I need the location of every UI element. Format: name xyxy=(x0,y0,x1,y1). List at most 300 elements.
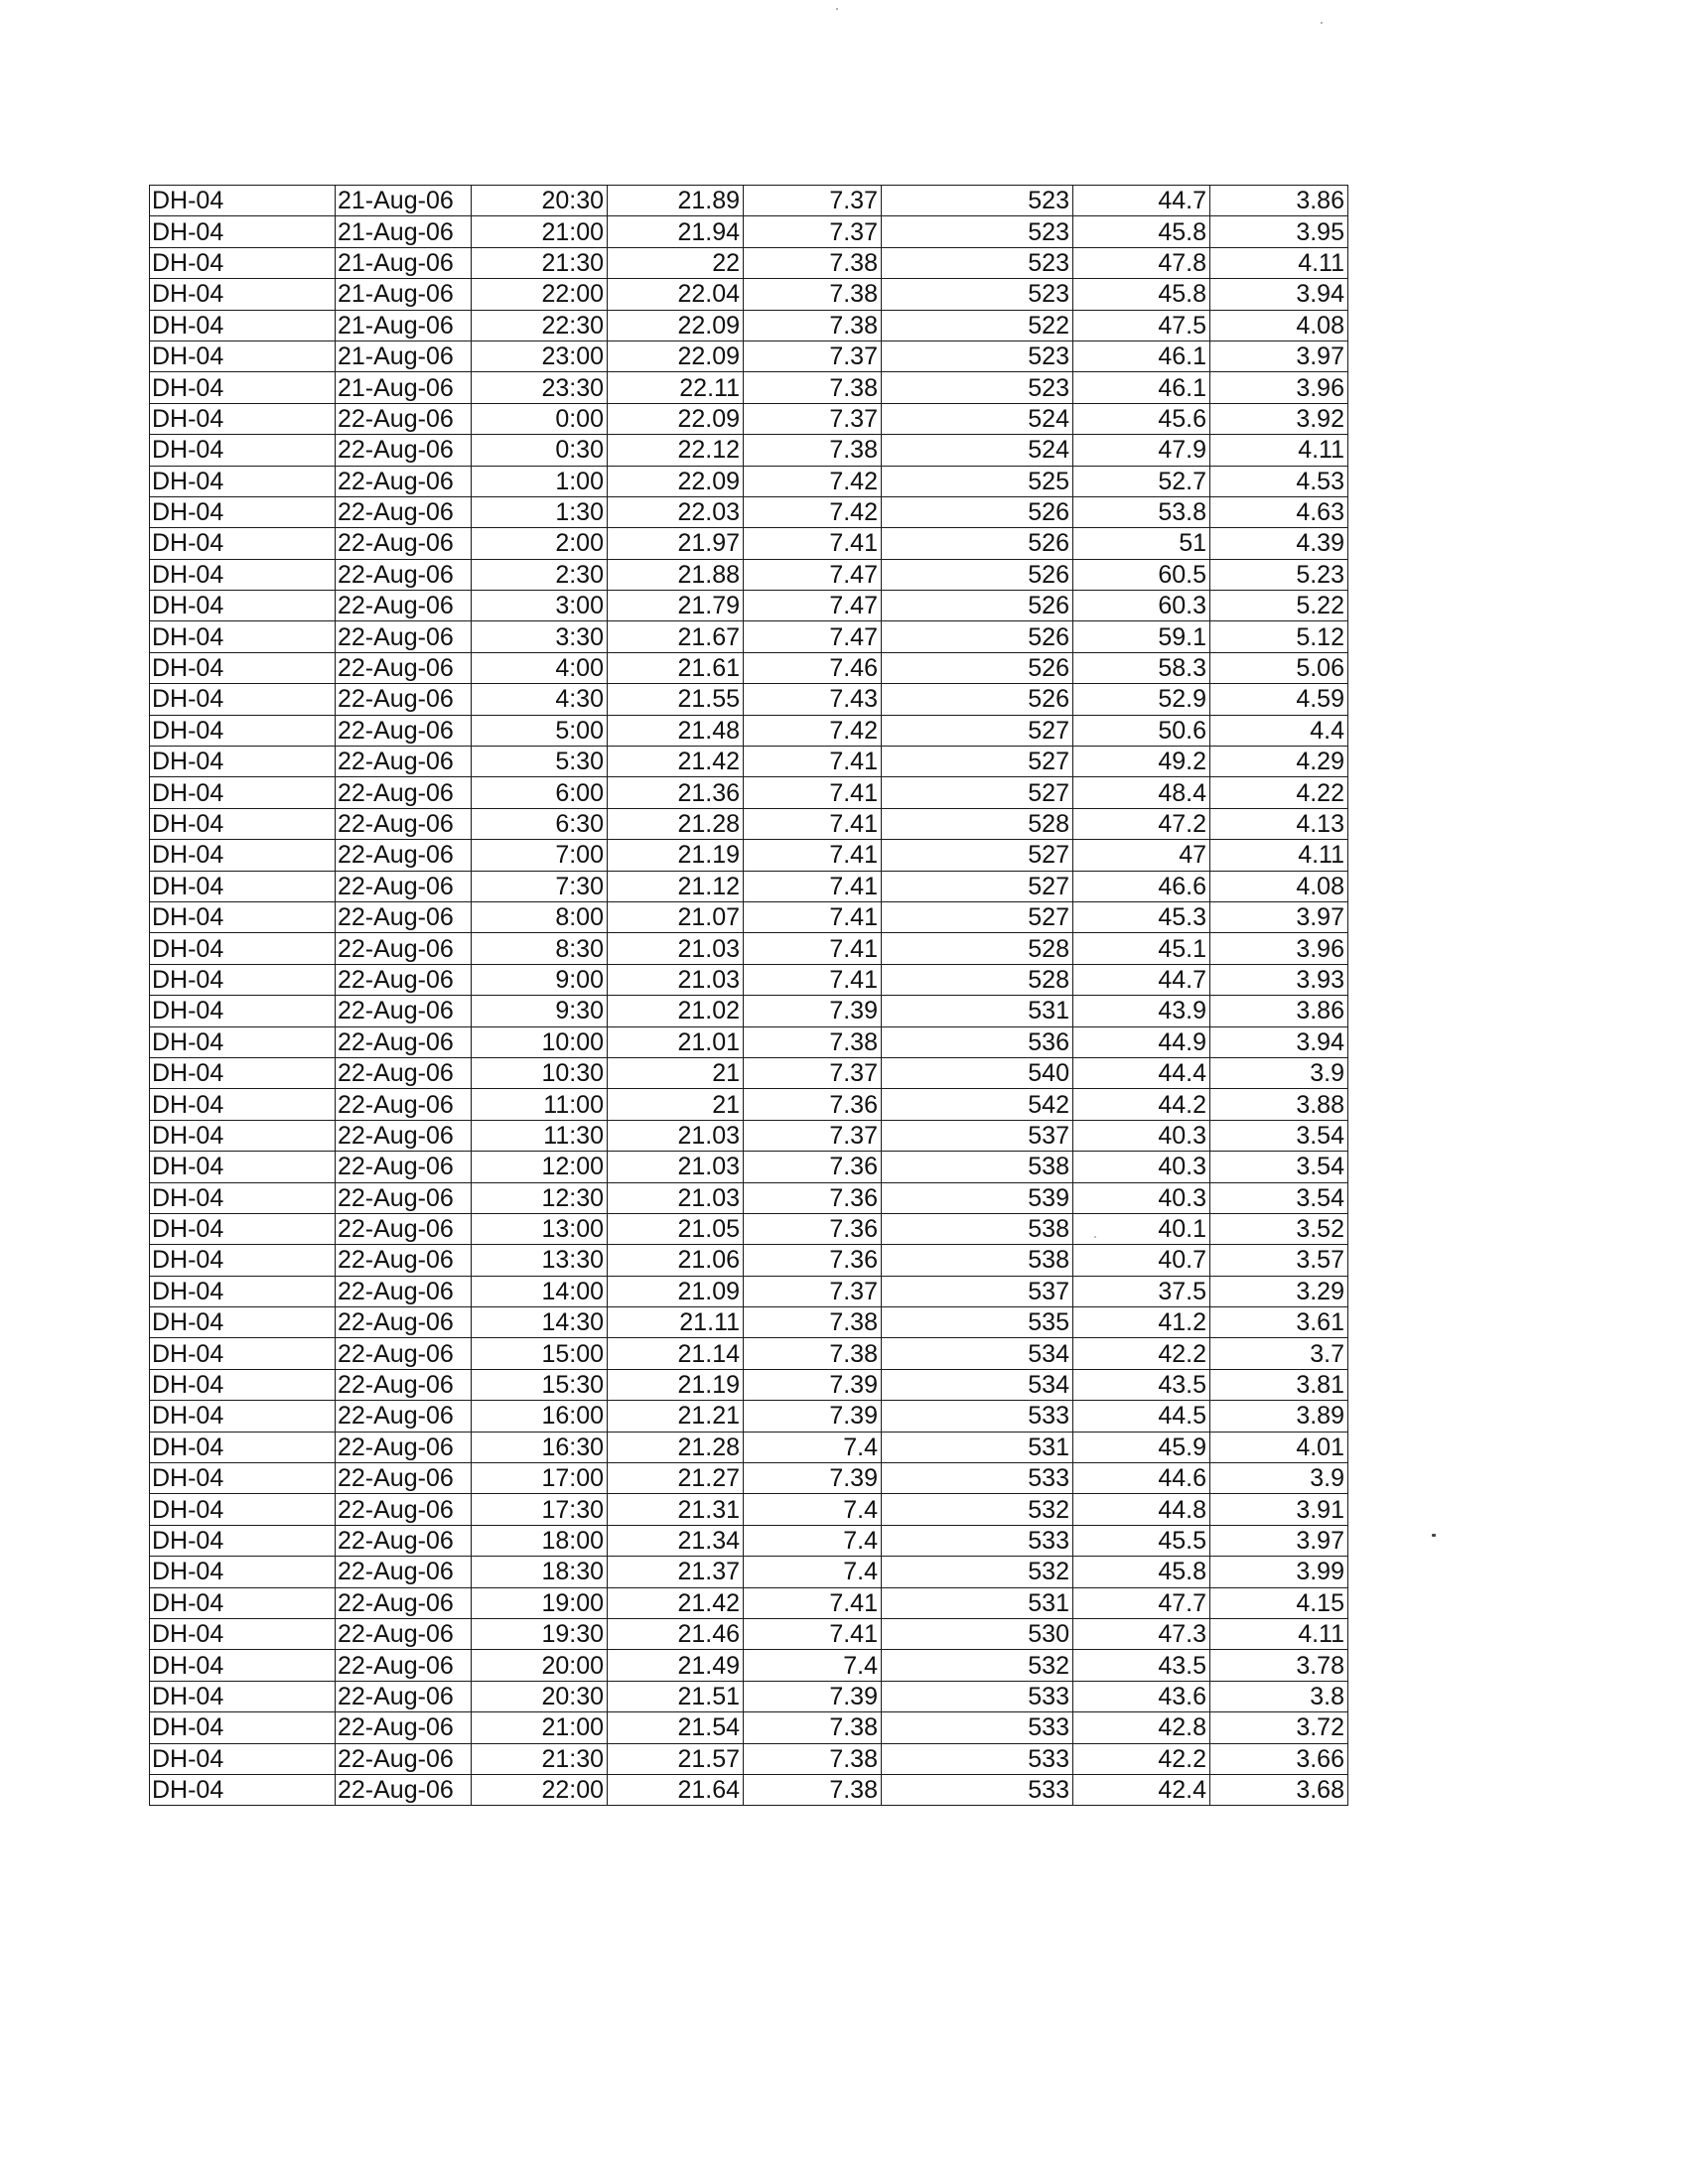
date-cell: 22-Aug-06 xyxy=(336,591,472,621)
date-cell: 22-Aug-06 xyxy=(336,466,472,496)
table-row xyxy=(150,1120,1348,1151)
date-cell: 22-Aug-06 xyxy=(336,621,472,652)
ph-cell: 7.37 xyxy=(744,1057,882,1088)
do-percent-cell: 58.3 xyxy=(1073,652,1210,683)
ph-cell: 7.39 xyxy=(744,1401,882,1432)
do-mgl-cell: 3.96 xyxy=(1210,372,1348,403)
do-percent-cell: 44.8 xyxy=(1073,1494,1210,1525)
conductivity-cell: 523 xyxy=(882,341,1073,371)
temperature-cell: 21.09 xyxy=(608,1276,744,1306)
site-id-cell: DH-04 xyxy=(150,279,336,310)
date-cell: 21-Aug-06 xyxy=(336,279,472,310)
ph-cell: 7.41 xyxy=(744,933,882,964)
conductivity-cell: 532 xyxy=(882,1494,1073,1525)
site-id-cell: DH-04 xyxy=(150,247,336,278)
conductivity-cell: 540 xyxy=(882,1057,1073,1088)
time-cell: 4:00 xyxy=(472,652,608,683)
temperature-cell: 21.28 xyxy=(608,1432,744,1462)
conductivity-cell: 524 xyxy=(882,435,1073,466)
site-id-cell: DH-04 xyxy=(150,1557,336,1587)
ph-cell: 7.43 xyxy=(744,684,882,715)
ph-cell: 7.36 xyxy=(744,1152,882,1182)
table-row xyxy=(150,496,1348,527)
date-cell: 22-Aug-06 xyxy=(336,403,472,434)
do-mgl-cell: 3.97 xyxy=(1210,341,1348,371)
ph-cell: 7.36 xyxy=(744,1089,882,1120)
site-id-cell: DH-04 xyxy=(150,1401,336,1432)
date-cell: 22-Aug-06 xyxy=(336,1089,472,1120)
date-cell: 22-Aug-06 xyxy=(336,559,472,590)
time-cell: 19:00 xyxy=(472,1587,608,1618)
ph-cell: 7.36 xyxy=(744,1182,882,1213)
site-id-cell: DH-04 xyxy=(150,1026,336,1057)
date-cell: 21-Aug-06 xyxy=(336,247,472,278)
site-id-cell: DH-04 xyxy=(150,1182,336,1213)
time-cell: 0:00 xyxy=(472,403,608,434)
conductivity-cell: 539 xyxy=(882,1182,1073,1213)
conductivity-cell: 534 xyxy=(882,1369,1073,1400)
conductivity-cell: 524 xyxy=(882,403,1073,434)
ph-cell: 7.42 xyxy=(744,466,882,496)
table-row xyxy=(150,715,1348,746)
do-mgl-cell: 3.52 xyxy=(1210,1213,1348,1244)
do-percent-cell: 40.3 xyxy=(1073,1120,1210,1151)
ph-cell: 7.38 xyxy=(744,1743,882,1774)
time-cell: 20:30 xyxy=(472,1681,608,1711)
temperature-cell: 21.34 xyxy=(608,1525,744,1556)
do-percent-cell: 44.9 xyxy=(1073,1026,1210,1057)
time-cell: 6:00 xyxy=(472,777,608,808)
conductivity-cell: 534 xyxy=(882,1338,1073,1369)
conductivity-cell: 527 xyxy=(882,747,1073,777)
table-row xyxy=(150,279,1348,310)
do-percent-cell: 37.5 xyxy=(1073,1276,1210,1306)
temperature-cell: 21.97 xyxy=(608,528,744,559)
ph-cell: 7.41 xyxy=(744,964,882,995)
do-percent-cell: 46.1 xyxy=(1073,372,1210,403)
table-row xyxy=(150,901,1348,932)
table-row xyxy=(150,1276,1348,1306)
time-cell: 18:30 xyxy=(472,1557,608,1587)
ph-cell: 7.4 xyxy=(744,1557,882,1587)
conductivity-cell: 531 xyxy=(882,996,1073,1026)
conductivity-cell: 523 xyxy=(882,186,1073,216)
conductivity-cell: 528 xyxy=(882,808,1073,839)
temperature-cell: 21.21 xyxy=(608,1401,744,1432)
do-percent-cell: 42.8 xyxy=(1073,1712,1210,1743)
date-cell: 22-Aug-06 xyxy=(336,528,472,559)
do-percent-cell: 40.7 xyxy=(1073,1245,1210,1276)
do-mgl-cell: 4.22 xyxy=(1210,777,1348,808)
conductivity-cell: 526 xyxy=(882,591,1073,621)
temperature-cell: 22.04 xyxy=(608,279,744,310)
do-percent-cell: 43.5 xyxy=(1073,1650,1210,1681)
table-row xyxy=(150,808,1348,839)
do-percent-cell: 52.9 xyxy=(1073,684,1210,715)
date-cell: 22-Aug-06 xyxy=(336,1057,472,1088)
site-id-cell: DH-04 xyxy=(150,1681,336,1711)
conductivity-cell: 531 xyxy=(882,1432,1073,1462)
do-percent-cell: 47.5 xyxy=(1073,310,1210,341)
ph-cell: 7.37 xyxy=(744,216,882,247)
do-percent-cell: 47.7 xyxy=(1073,1587,1210,1618)
table-row xyxy=(150,435,1348,466)
table-row xyxy=(150,1338,1348,1369)
time-cell: 22:00 xyxy=(472,1774,608,1805)
site-id-cell: DH-04 xyxy=(150,1432,336,1462)
time-cell: 3:00 xyxy=(472,591,608,621)
conductivity-cell: 531 xyxy=(882,1587,1073,1618)
ph-cell: 7.37 xyxy=(744,403,882,434)
time-cell: 13:30 xyxy=(472,1245,608,1276)
table-row xyxy=(150,1182,1348,1213)
do-mgl-cell: 5.12 xyxy=(1210,621,1348,652)
time-cell: 12:00 xyxy=(472,1152,608,1182)
do-percent-cell: 47 xyxy=(1073,840,1210,871)
site-id-cell: DH-04 xyxy=(150,964,336,995)
ph-cell: 7.4 xyxy=(744,1432,882,1462)
temperature-cell: 21.28 xyxy=(608,808,744,839)
do-mgl-cell: 3.57 xyxy=(1210,1245,1348,1276)
table-row xyxy=(150,621,1348,652)
ph-cell: 7.42 xyxy=(744,715,882,746)
temperature-cell: 21.64 xyxy=(608,1774,744,1805)
temperature-cell: 21.12 xyxy=(608,871,744,901)
ph-cell: 7.36 xyxy=(744,1245,882,1276)
temperature-cell: 21.67 xyxy=(608,621,744,652)
date-cell: 22-Aug-06 xyxy=(336,871,472,901)
do-mgl-cell: 3.86 xyxy=(1210,996,1348,1026)
date-cell: 22-Aug-06 xyxy=(336,1432,472,1462)
date-cell: 22-Aug-06 xyxy=(336,1494,472,1525)
conductivity-cell: 523 xyxy=(882,247,1073,278)
do-percent-cell: 43.9 xyxy=(1073,996,1210,1026)
time-cell: 22:00 xyxy=(472,279,608,310)
conductivity-cell: 526 xyxy=(882,621,1073,652)
site-id-cell: DH-04 xyxy=(150,901,336,932)
temperature-cell: 21.02 xyxy=(608,996,744,1026)
do-mgl-cell: 4.11 xyxy=(1210,840,1348,871)
do-mgl-cell: 4.01 xyxy=(1210,1432,1348,1462)
temperature-cell: 21.03 xyxy=(608,964,744,995)
do-mgl-cell: 3.61 xyxy=(1210,1307,1348,1338)
do-percent-cell: 46.1 xyxy=(1073,341,1210,371)
do-percent-cell: 45.6 xyxy=(1073,403,1210,434)
temperature-cell: 22.09 xyxy=(608,341,744,371)
temperature-cell: 21.07 xyxy=(608,901,744,932)
ph-cell: 7.38 xyxy=(744,372,882,403)
ph-cell: 7.37 xyxy=(744,186,882,216)
temperature-cell: 21.79 xyxy=(608,591,744,621)
do-percent-cell: 59.1 xyxy=(1073,621,1210,652)
time-cell: 15:30 xyxy=(472,1369,608,1400)
do-percent-cell: 44.7 xyxy=(1073,964,1210,995)
time-cell: 9:30 xyxy=(472,996,608,1026)
do-mgl-cell: 3.89 xyxy=(1210,1401,1348,1432)
conductivity-cell: 526 xyxy=(882,496,1073,527)
do-mgl-cell: 3.68 xyxy=(1210,1774,1348,1805)
table-row xyxy=(150,1026,1348,1057)
time-cell: 18:00 xyxy=(472,1525,608,1556)
ph-cell: 7.38 xyxy=(744,279,882,310)
do-mgl-cell: 4.63 xyxy=(1210,496,1348,527)
temperature-cell: 22.09 xyxy=(608,403,744,434)
table-row xyxy=(150,466,1348,496)
do-mgl-cell: 3.9 xyxy=(1210,1057,1348,1088)
site-id-cell: DH-04 xyxy=(150,528,336,559)
temperature-cell: 21.11 xyxy=(608,1307,744,1338)
date-cell: 22-Aug-06 xyxy=(336,840,472,871)
ph-cell: 7.47 xyxy=(744,559,882,590)
date-cell: 22-Aug-06 xyxy=(336,964,472,995)
do-percent-cell: 41.2 xyxy=(1073,1307,1210,1338)
conductivity-cell: 527 xyxy=(882,777,1073,808)
temperature-cell: 21.49 xyxy=(608,1650,744,1681)
ph-cell: 7.41 xyxy=(744,777,882,808)
ph-cell: 7.39 xyxy=(744,1463,882,1494)
time-cell: 16:00 xyxy=(472,1401,608,1432)
table-row xyxy=(150,1712,1348,1743)
do-percent-cell: 46.6 xyxy=(1073,871,1210,901)
date-cell: 22-Aug-06 xyxy=(336,1401,472,1432)
time-cell: 15:00 xyxy=(472,1338,608,1369)
temperature-cell: 21.42 xyxy=(608,1587,744,1618)
ph-cell: 7.38 xyxy=(744,310,882,341)
do-mgl-cell: 3.88 xyxy=(1210,1089,1348,1120)
temperature-cell: 21.46 xyxy=(608,1618,744,1649)
site-id-cell: DH-04 xyxy=(150,996,336,1026)
table-row xyxy=(150,1152,1348,1182)
temperature-cell: 21.05 xyxy=(608,1213,744,1244)
date-cell: 22-Aug-06 xyxy=(336,933,472,964)
table-row xyxy=(150,840,1348,871)
site-id-cell: DH-04 xyxy=(150,1245,336,1276)
table-body xyxy=(150,186,1348,1806)
time-cell: 20:30 xyxy=(472,186,608,216)
time-cell: 7:00 xyxy=(472,840,608,871)
time-cell: 23:30 xyxy=(472,372,608,403)
site-id-cell: DH-04 xyxy=(150,1712,336,1743)
date-cell: 22-Aug-06 xyxy=(336,1525,472,1556)
do-mgl-cell: 3.81 xyxy=(1210,1369,1348,1400)
time-cell: 13:00 xyxy=(472,1213,608,1244)
temperature-cell: 21.54 xyxy=(608,1712,744,1743)
do-mgl-cell: 4.59 xyxy=(1210,684,1348,715)
do-percent-cell: 43.5 xyxy=(1073,1369,1210,1400)
do-mgl-cell: 3.97 xyxy=(1210,1525,1348,1556)
do-percent-cell: 50.6 xyxy=(1073,715,1210,746)
do-mgl-cell: 5.23 xyxy=(1210,559,1348,590)
time-cell: 10:00 xyxy=(472,1026,608,1057)
table-row xyxy=(150,684,1348,715)
do-percent-cell: 45.3 xyxy=(1073,901,1210,932)
do-percent-cell: 53.8 xyxy=(1073,496,1210,527)
site-id-cell: DH-04 xyxy=(150,310,336,341)
temperature-cell: 21.03 xyxy=(608,933,744,964)
site-id-cell: DH-04 xyxy=(150,466,336,496)
ph-cell: 7.41 xyxy=(744,901,882,932)
table-row xyxy=(150,1618,1348,1649)
do-percent-cell: 40.3 xyxy=(1073,1182,1210,1213)
time-cell: 10:30 xyxy=(472,1057,608,1088)
temperature-cell: 22.11 xyxy=(608,372,744,403)
scan-speck xyxy=(836,8,838,10)
site-id-cell: DH-04 xyxy=(150,1650,336,1681)
table-row xyxy=(150,216,1348,247)
ph-cell: 7.46 xyxy=(744,652,882,683)
conductivity-cell: 533 xyxy=(882,1774,1073,1805)
do-percent-cell: 45.8 xyxy=(1073,1557,1210,1587)
site-id-cell: DH-04 xyxy=(150,341,336,371)
site-id-cell: DH-04 xyxy=(150,1463,336,1494)
conductivity-cell: 523 xyxy=(882,216,1073,247)
temperature-cell: 22.12 xyxy=(608,435,744,466)
date-cell: 22-Aug-06 xyxy=(336,1618,472,1649)
date-cell: 22-Aug-06 xyxy=(336,684,472,715)
table-row xyxy=(150,1681,1348,1711)
do-percent-cell: 45.9 xyxy=(1073,1432,1210,1462)
site-id-cell: DH-04 xyxy=(150,1525,336,1556)
table-row xyxy=(150,933,1348,964)
do-mgl-cell: 3.54 xyxy=(1210,1152,1348,1182)
ph-cell: 7.38 xyxy=(744,1307,882,1338)
date-cell: 22-Aug-06 xyxy=(336,901,472,932)
table-row xyxy=(150,559,1348,590)
conductivity-cell: 526 xyxy=(882,528,1073,559)
temperature-cell: 21.51 xyxy=(608,1681,744,1711)
scan-speck xyxy=(1432,1534,1436,1537)
site-id-cell: DH-04 xyxy=(150,591,336,621)
site-id-cell: DH-04 xyxy=(150,1276,336,1306)
do-mgl-cell: 4.13 xyxy=(1210,808,1348,839)
ph-cell: 7.38 xyxy=(744,1712,882,1743)
do-percent-cell: 44.5 xyxy=(1073,1401,1210,1432)
temperature-cell: 21.27 xyxy=(608,1463,744,1494)
site-id-cell: DH-04 xyxy=(150,1587,336,1618)
table-row xyxy=(150,1557,1348,1587)
conductivity-cell: 526 xyxy=(882,559,1073,590)
table-row xyxy=(150,1432,1348,1462)
site-id-cell: DH-04 xyxy=(150,372,336,403)
site-id-cell: DH-04 xyxy=(150,1213,336,1244)
do-percent-cell: 47.3 xyxy=(1073,1618,1210,1649)
do-percent-cell: 60.5 xyxy=(1073,559,1210,590)
ph-cell: 7.41 xyxy=(744,528,882,559)
conductivity-cell: 530 xyxy=(882,1618,1073,1649)
time-cell: 2:00 xyxy=(472,528,608,559)
do-mgl-cell: 4.11 xyxy=(1210,247,1348,278)
conductivity-cell: 522 xyxy=(882,310,1073,341)
do-mgl-cell: 4.11 xyxy=(1210,435,1348,466)
date-cell: 22-Aug-06 xyxy=(336,435,472,466)
site-id-cell: DH-04 xyxy=(150,1774,336,1805)
table-row xyxy=(150,1307,1348,1338)
conductivity-cell: 527 xyxy=(882,715,1073,746)
date-cell: 22-Aug-06 xyxy=(336,1712,472,1743)
time-cell: 5:00 xyxy=(472,715,608,746)
date-cell: 22-Aug-06 xyxy=(336,1182,472,1213)
date-cell: 22-Aug-06 xyxy=(336,715,472,746)
do-percent-cell: 42.2 xyxy=(1073,1743,1210,1774)
do-mgl-cell: 4.15 xyxy=(1210,1587,1348,1618)
date-cell: 21-Aug-06 xyxy=(336,372,472,403)
ph-cell: 7.39 xyxy=(744,996,882,1026)
do-mgl-cell: 3.8 xyxy=(1210,1681,1348,1711)
do-percent-cell: 47.9 xyxy=(1073,435,1210,466)
conductivity-cell: 526 xyxy=(882,684,1073,715)
do-mgl-cell: 3.99 xyxy=(1210,1557,1348,1587)
date-cell: 22-Aug-06 xyxy=(336,1774,472,1805)
temperature-cell: 21.01 xyxy=(608,1026,744,1057)
temperature-cell: 21 xyxy=(608,1057,744,1088)
time-cell: 11:30 xyxy=(472,1120,608,1151)
site-id-cell: DH-04 xyxy=(150,1089,336,1120)
date-cell: 22-Aug-06 xyxy=(336,1245,472,1276)
ph-cell: 7.41 xyxy=(744,871,882,901)
site-id-cell: DH-04 xyxy=(150,621,336,652)
do-mgl-cell: 3.7 xyxy=(1210,1338,1348,1369)
do-percent-cell: 48.4 xyxy=(1073,777,1210,808)
temperature-cell: 22.09 xyxy=(608,310,744,341)
temperature-cell: 21.19 xyxy=(608,1369,744,1400)
conductivity-cell: 537 xyxy=(882,1276,1073,1306)
date-cell: 22-Aug-06 xyxy=(336,1213,472,1244)
do-mgl-cell: 3.66 xyxy=(1210,1743,1348,1774)
do-percent-cell: 42.2 xyxy=(1073,1338,1210,1369)
table-row xyxy=(150,1213,1348,1244)
ph-cell: 7.41 xyxy=(744,808,882,839)
date-cell: 22-Aug-06 xyxy=(336,1120,472,1151)
date-cell: 22-Aug-06 xyxy=(336,1463,472,1494)
do-mgl-cell: 3.96 xyxy=(1210,933,1348,964)
date-cell: 22-Aug-06 xyxy=(336,1338,472,1369)
date-cell: 22-Aug-06 xyxy=(336,1307,472,1338)
date-cell: 22-Aug-06 xyxy=(336,1681,472,1711)
conductivity-cell: 528 xyxy=(882,964,1073,995)
do-mgl-cell: 3.94 xyxy=(1210,1026,1348,1057)
ph-cell: 7.42 xyxy=(744,496,882,527)
do-mgl-cell: 4.39 xyxy=(1210,528,1348,559)
time-cell: 0:30 xyxy=(472,435,608,466)
ph-cell: 7.39 xyxy=(744,1681,882,1711)
conductivity-cell: 528 xyxy=(882,933,1073,964)
site-id-cell: DH-04 xyxy=(150,186,336,216)
do-mgl-cell: 3.72 xyxy=(1210,1712,1348,1743)
do-mgl-cell: 4.29 xyxy=(1210,747,1348,777)
table-row xyxy=(150,1463,1348,1494)
do-percent-cell: 44.6 xyxy=(1073,1463,1210,1494)
ph-cell: 7.37 xyxy=(744,1120,882,1151)
time-cell: 12:30 xyxy=(472,1182,608,1213)
ph-cell: 7.38 xyxy=(744,1026,882,1057)
ph-cell: 7.41 xyxy=(744,1587,882,1618)
temperature-cell: 21.88 xyxy=(608,559,744,590)
conductivity-cell: 533 xyxy=(882,1463,1073,1494)
temperature-cell: 21.03 xyxy=(608,1152,744,1182)
ph-cell: 7.38 xyxy=(744,1774,882,1805)
conductivity-cell: 538 xyxy=(882,1152,1073,1182)
time-cell: 19:30 xyxy=(472,1618,608,1649)
conductivity-cell: 533 xyxy=(882,1525,1073,1556)
conductivity-cell: 533 xyxy=(882,1401,1073,1432)
do-percent-cell: 42.4 xyxy=(1073,1774,1210,1805)
site-id-cell: DH-04 xyxy=(150,1743,336,1774)
table-row xyxy=(150,964,1348,995)
conductivity-cell: 538 xyxy=(882,1213,1073,1244)
time-cell: 7:30 xyxy=(472,871,608,901)
conductivity-cell: 533 xyxy=(882,1743,1073,1774)
time-cell: 4:30 xyxy=(472,684,608,715)
